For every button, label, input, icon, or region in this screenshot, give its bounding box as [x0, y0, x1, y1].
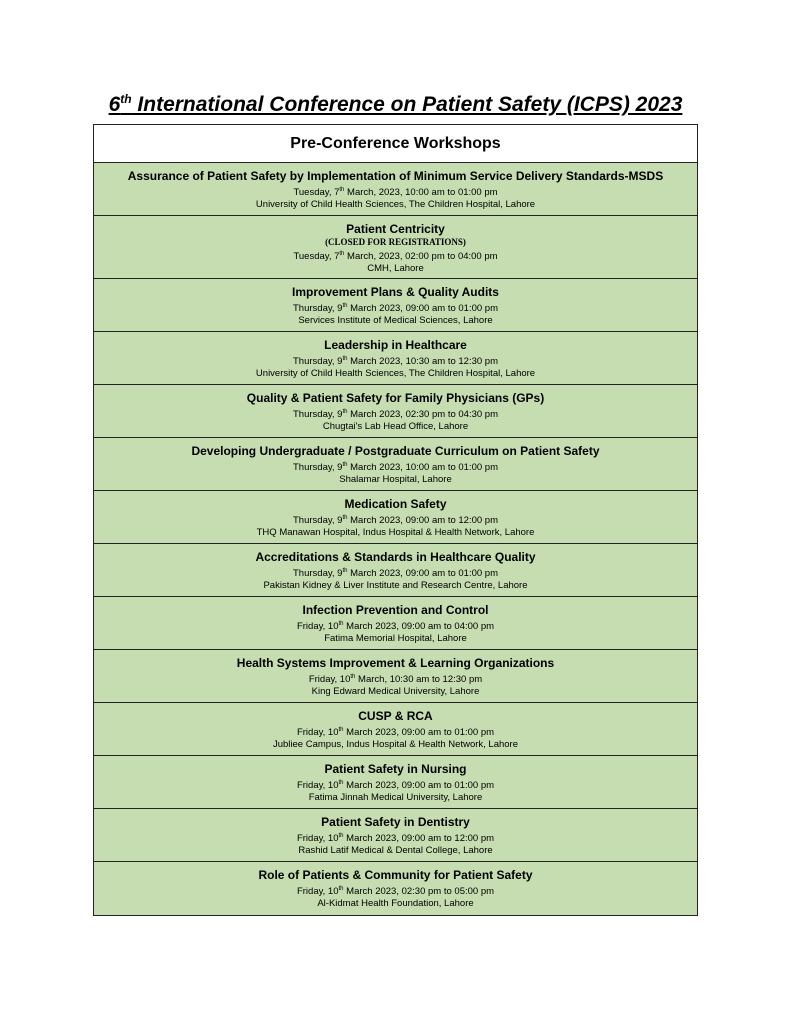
workshop-row: [94, 385, 697, 438]
workshop-time: Thursday, 9th March 2023, 09:00 am to 01:00 pm: [293, 303, 498, 315]
workshop-venue: University of Child Health Sciences, The Children Hospital, Lahore: [255, 199, 536, 211]
workshop-title: Health Systems Improvement & Learning Organizations: [236, 656, 555, 670]
workshop-note: (CLOSED FOR REGISTRATIONS): [325, 237, 466, 247]
workshops-table: [93, 124, 698, 916]
page-title: [0, 92, 791, 117]
workshop-title: Patient Safety in Nursing: [324, 762, 467, 776]
workshop-venue: Fatima Jinnah Medical University, Lahore: [308, 792, 483, 804]
workshop-venue: University of Child Health Sciences, The Children Hospital, Lahore: [255, 368, 536, 380]
workshop-venue: Pakistan Kidney & Liver Institute and Research Centre, Lahore: [263, 580, 528, 592]
workshop-time: Thursday, 9th March 2023, 02:30 pm to 04:30 pm: [293, 409, 498, 421]
workshop-row: [94, 650, 697, 703]
workshop-venue: King Edward Medical University, Lahore: [311, 686, 480, 698]
workshop-title: Improvement Plans & Quality Audits: [292, 285, 499, 299]
workshop-row: [94, 597, 697, 650]
workshop-title: CUSP & RCA: [358, 709, 433, 723]
workshop-time: Thursday, 9th March 2023, 09:00 am to 01:00 pm: [293, 568, 498, 580]
workshop-venue: Chugtai's Lab Head Office, Lahore: [322, 421, 469, 433]
workshop-title: Assurance of Patient Safety by Implementation of Minimum Service Delivery Standards-MSDS: [127, 169, 664, 183]
workshop-row: [94, 438, 697, 491]
workshop-venue: Services Institute of Medical Sciences, Lahore: [298, 315, 493, 327]
workshop-row: [94, 216, 697, 279]
workshop-venue: Rashid Latif Medical & Dental College, Lahore: [298, 845, 493, 857]
workshop-time: Tuesday, 7th March, 2023, 10:00 am to 01:00 pm: [293, 187, 498, 199]
workshop-row: [94, 756, 697, 809]
workshop-title: Medication Safety: [344, 497, 447, 511]
workshop-title: Patient Safety in Dentistry: [321, 815, 470, 829]
workshop-row: [94, 809, 697, 862]
title-sup: th: [120, 92, 132, 106]
workshop-title: Infection Prevention and Control: [302, 603, 489, 617]
title-text: International Conference on Patient Safety (ICPS) 2023: [131, 93, 683, 116]
workshop-time: Thursday, 9th March 2023, 10:30 am to 12:30 pm: [293, 356, 498, 368]
workshop-time: Friday, 10th March 2023, 09:00 am to 12:00 pm: [296, 833, 495, 845]
workshop-row: [94, 544, 697, 597]
workshop-venue: Fatima Memorial Hospital, Lahore: [324, 633, 467, 645]
workshop-venue: Al-Kidmat Health Foundation, Lahore: [317, 898, 474, 910]
workshop-venue: Shalamar Hospital, Lahore: [339, 474, 452, 486]
workshop-time: Thursday, 9th March 2023, 09:00 am to 12:00 pm: [293, 515, 498, 527]
workshop-title: Leadership in Healthcare: [324, 338, 467, 352]
workshop-time: Friday, 10th March 2023, 09:00 am to 01:00 pm: [296, 780, 495, 792]
workshop-time: Thursday, 9th March 2023, 10:00 am to 01:00 pm: [293, 462, 498, 474]
workshop-time: Friday, 10th March 2023, 09:00 am to 04:00 pm: [296, 621, 495, 633]
workshop-row: [94, 163, 697, 216]
workshop-venue: CMH, Lahore: [367, 263, 424, 275]
workshop-row: [94, 332, 697, 385]
workshop-title: Developing Undergraduate / Postgraduate Curriculum on Patient Safety: [191, 444, 600, 458]
workshop-row: [94, 491, 697, 544]
workshop-time: Friday, 10th March, 10:30 am to 12:30 pm: [308, 674, 483, 686]
workshop-row: [94, 279, 697, 332]
table-header: Pre-Conference Workshops: [94, 125, 697, 163]
workshop-time: Friday, 10th March 2023, 09:00 am to 01:00 pm: [296, 727, 495, 739]
title-number: 6: [108, 93, 121, 116]
workshop-venue: THQ Manawan Hospital, Indus Hospital & Health Network, Lahore: [256, 527, 535, 539]
workshop-title: Quality & Patient Safety for Family Physicians (GPs): [246, 391, 545, 405]
workshop-title: Role of Patients & Community for Patient Safety: [258, 868, 533, 882]
workshop-time: Tuesday, 7th March, 2023, 02:00 pm to 04:00 pm: [293, 251, 498, 263]
workshop-title: Patient Centricity: [346, 222, 445, 236]
workshop-row: [94, 703, 697, 756]
workshop-venue: Jubliee Campus, Indus Hospital & Health Network, Lahore: [272, 739, 518, 751]
workshop-time: Friday, 10th March 2023, 02:30 pm to 05:00 pm: [296, 886, 495, 898]
workshop-title: Accreditations & Standards in Healthcare Quality: [255, 550, 536, 564]
workshop-row: [94, 862, 697, 915]
